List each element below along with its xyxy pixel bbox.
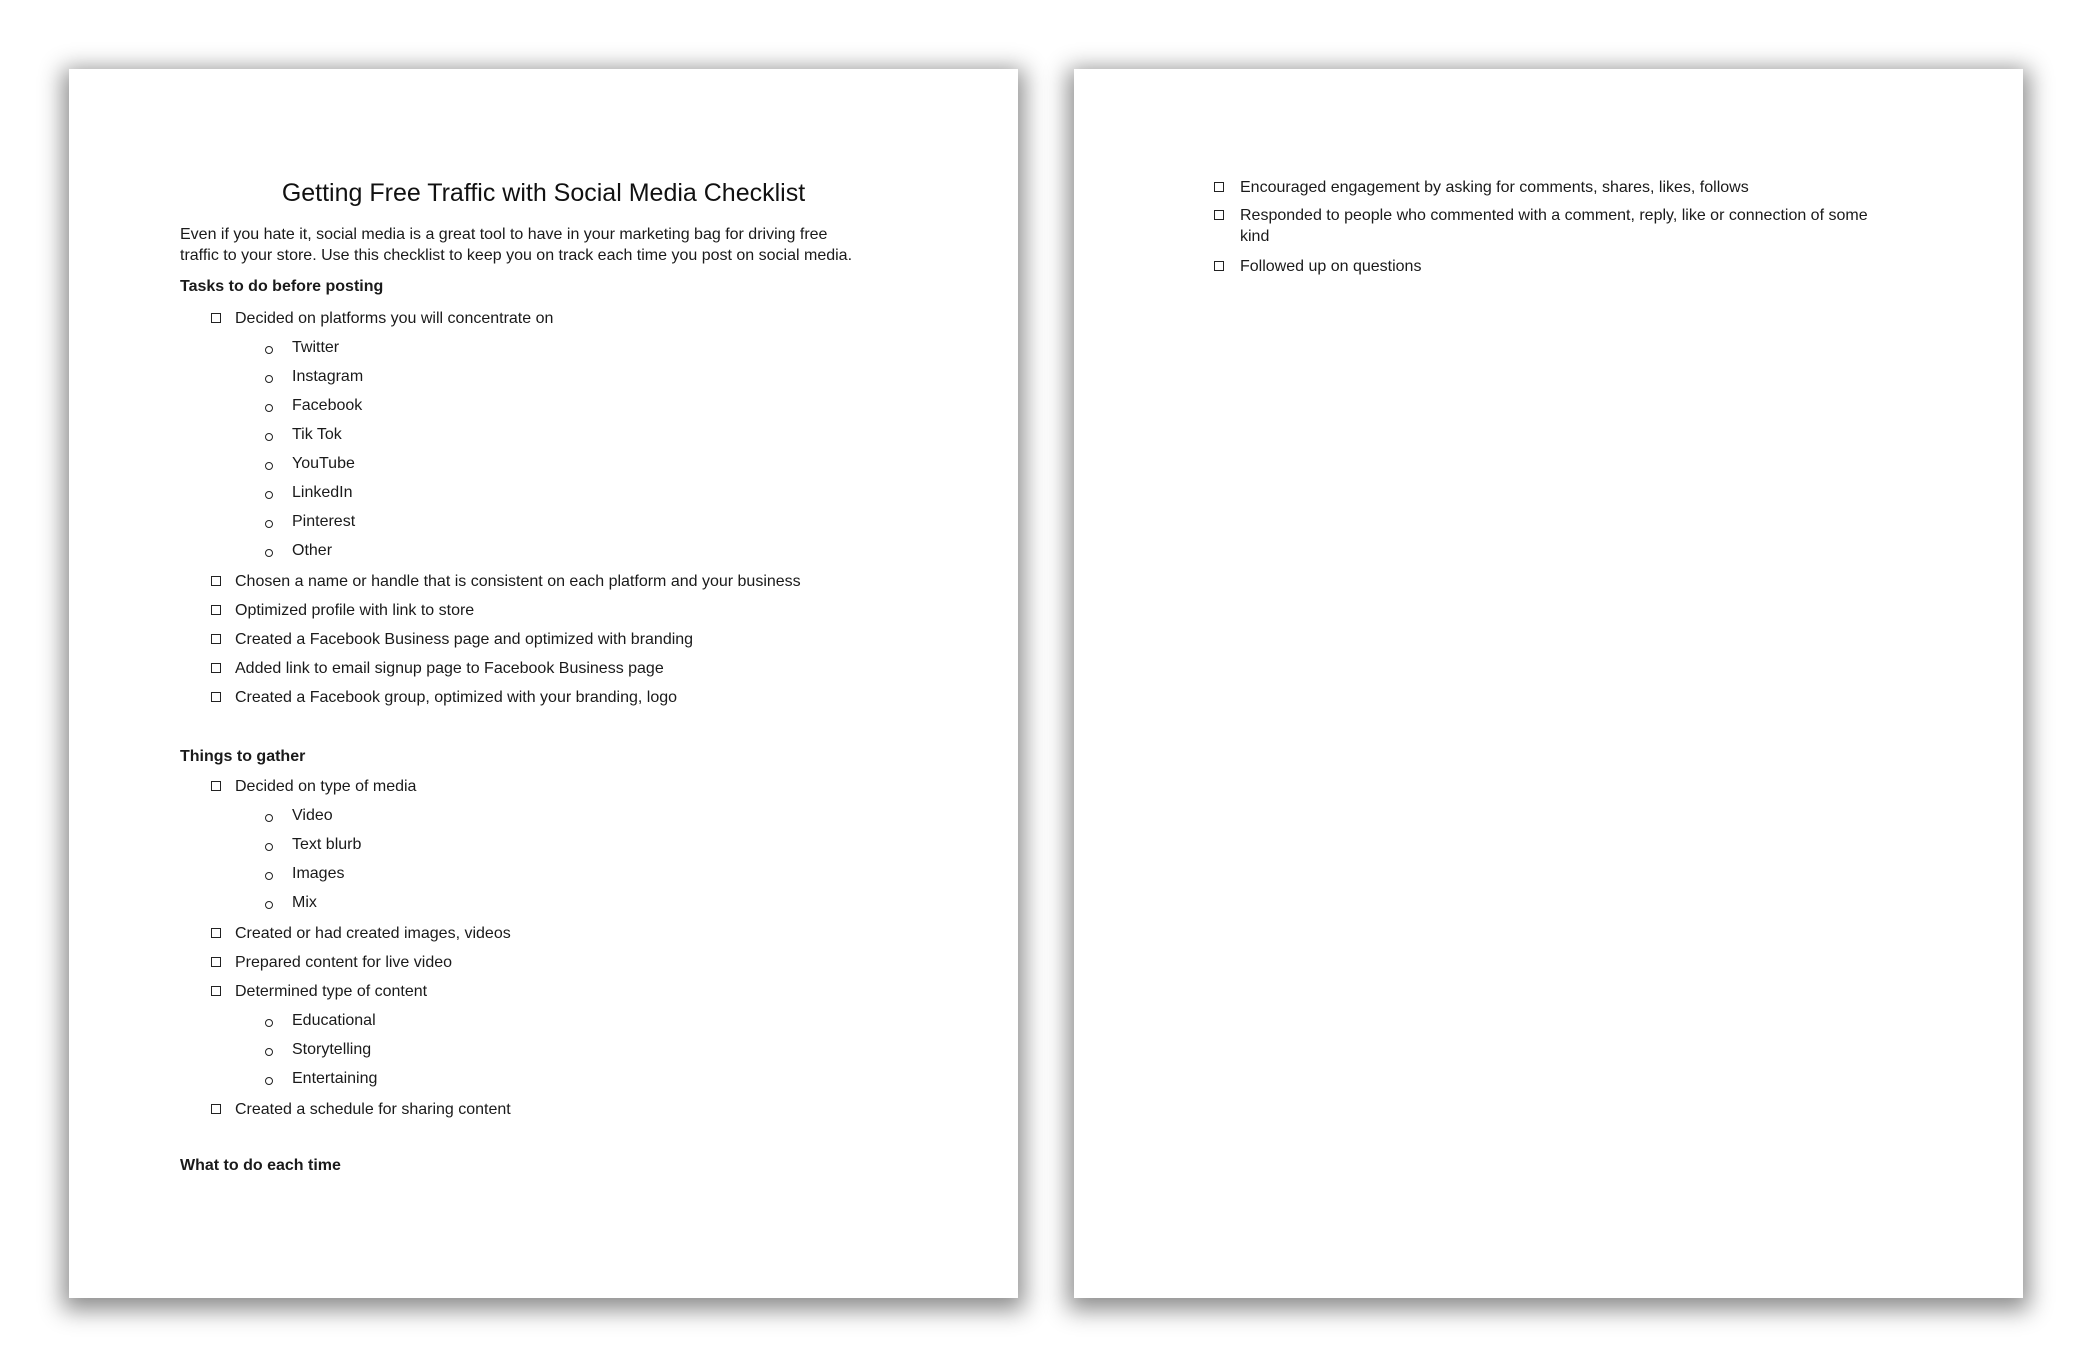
checkbox[interactable] (211, 576, 221, 586)
checkbox[interactable] (1214, 182, 1224, 192)
sub-item-media: Images (292, 865, 345, 882)
sub-item-platform: Twitter (292, 339, 340, 356)
bullet-icon (265, 1019, 273, 1027)
checkbox[interactable] (1214, 210, 1224, 220)
intro-line-1: Even if you hate it, social media is a great tool to have in your marketing bag for driving free (180, 226, 828, 243)
document-page-1 (69, 69, 1018, 1298)
bullet-icon (265, 1077, 273, 1085)
sub-item-platform: LinkedIn (292, 484, 353, 501)
checklist-item-content: Determined type of content (235, 983, 428, 1000)
bullet-icon (265, 404, 273, 412)
checklist-item: Created a Facebook group, optimized with your branding, logo (235, 689, 678, 706)
sub-item-platform: Pinterest (292, 513, 356, 530)
checkbox[interactable] (211, 605, 221, 615)
checkbox[interactable] (211, 928, 221, 938)
checkbox[interactable] (211, 957, 221, 967)
checklist-item: Chosen a name or handle that is consistent on each platform and your business (235, 573, 801, 590)
checkbox[interactable] (211, 781, 221, 791)
section-heading-things-to-gather: Things to gather (180, 748, 306, 765)
checkbox[interactable] (211, 663, 221, 673)
checklist-item: Followed up on questions (1240, 258, 1422, 275)
bullet-icon (265, 843, 273, 851)
bullet-icon (265, 814, 273, 822)
document-page-2 (1074, 69, 2023, 1298)
bullet-icon (265, 872, 273, 880)
bullet-icon (265, 462, 273, 470)
checklist-item: Created a schedule for sharing content (235, 1101, 511, 1118)
checkbox[interactable] (211, 1104, 221, 1114)
sub-item-content: Entertaining (292, 1070, 378, 1087)
checkbox[interactable] (211, 986, 221, 996)
checklist-item: Optimized profile with link to store (235, 602, 475, 619)
sub-item-content: Educational (292, 1012, 376, 1029)
sub-item-media: Mix (292, 894, 317, 911)
checklist-item-media: Decided on type of media (235, 778, 417, 795)
sub-item-platform: Tik Tok (292, 426, 342, 443)
checkbox[interactable] (1214, 261, 1224, 271)
intro-line-2: traffic to your store. Use this checklist to keep you on track each time you post on social media. (180, 247, 853, 264)
document-title: Getting Free Traffic with Social Media Checklist (281, 179, 806, 207)
section-heading-before-posting: Tasks to do before posting (180, 278, 384, 295)
bullet-icon (265, 901, 273, 909)
checklist-item: Encouraged engagement by asking for comments, shares, likes, follows (1240, 179, 1749, 196)
bullet-icon (265, 346, 273, 354)
checkbox[interactable] (211, 313, 221, 323)
checkbox[interactable] (211, 634, 221, 644)
bullet-icon (265, 520, 273, 528)
bullet-icon (265, 433, 273, 441)
sub-item-content: Storytelling (292, 1041, 372, 1058)
checklist-item: Prepared content for live video (235, 954, 453, 971)
checkbox[interactable] (211, 692, 221, 702)
sub-item-platform: Facebook (292, 397, 363, 414)
sub-item-platform: YouTube (292, 455, 355, 472)
checklist-item: Created a Facebook Business page and optimized with branding (235, 631, 694, 648)
intro-paragraph (180, 224, 940, 266)
checklist-item: Responded to people who commented with a comment, reply, like or connection of some kind (1240, 207, 1868, 245)
bullet-icon (265, 491, 273, 499)
bullet-icon (265, 1048, 273, 1056)
sub-item-platform: Instagram (292, 368, 364, 385)
checklist-item: Added link to email signup page to Facebook Business page (235, 660, 664, 677)
sub-item-media: Video (292, 807, 333, 824)
bullet-icon (265, 549, 273, 557)
checklist-item-platforms: Decided on platforms you will concentrate on (235, 310, 554, 327)
checklist-item: Created or had created images, videos (235, 925, 511, 942)
section-heading-each-time: What to do each time (180, 1157, 341, 1174)
bullet-icon (265, 375, 273, 383)
sub-item-platform: Other (292, 542, 333, 559)
sub-item-media: Text blurb (292, 836, 362, 853)
